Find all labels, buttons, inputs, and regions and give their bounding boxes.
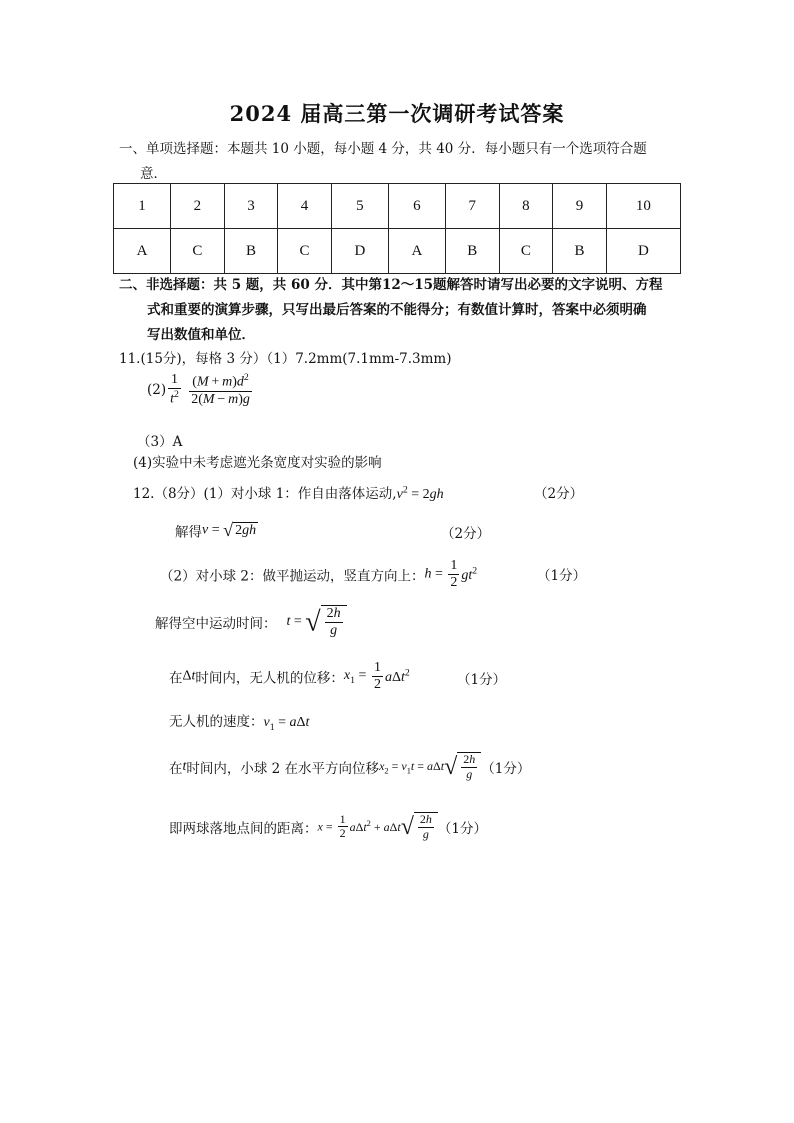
q12-line4: 解得空中运动时间： t = √ $\frac{2h}{g}$	[155, 605, 347, 639]
q12-line7: 在t时间内，小球 2 在水平方向位移$x_2 = v_1t = a\Delta t√$ $\frac{2h}{g}$ （1分）	[169, 752, 531, 781]
formula: $v^2 = 2gh$	[396, 484, 444, 502]
q11-part3: （3）A	[137, 434, 183, 450]
section2-heading-cont2: 写出数值和单位．	[147, 327, 255, 343]
q12-line4-text: 解得空中运动时间：	[155, 616, 277, 633]
q12-line6	[169, 710, 309, 733]
table-cell: B	[445, 229, 499, 274]
q11-part2-label: (2)	[147, 381, 167, 398]
formula-sqrt: √ 2gh	[223, 520, 257, 540]
answer-row	[114, 229, 681, 274]
q12-line5-text-a: 在	[169, 670, 183, 687]
q11-header: 11.(15分)，每格 3 分）（1）7.2mm(7.1mm-7.3mm)	[119, 351, 452, 367]
q12-line8: 即两球落地点间的距离：x = $\frac{1}{2}$ aΔt$^2$ + aΔt√ $\frac{2h}{g}$ （1分）	[169, 811, 487, 841]
q12-line2-text: 解得	[175, 524, 202, 541]
q11-part2	[147, 372, 254, 408]
score: （2分）	[441, 526, 491, 542]
table-cell: 3	[224, 184, 278, 229]
q12-line3-text: （2）对小球 2：做平抛运动，竖直方向上：	[160, 568, 425, 585]
q12-line1	[133, 482, 444, 503]
table-cell: D	[331, 229, 388, 274]
score: （1分）	[437, 820, 487, 837]
section1-heading: 一、单项选择题：本题共 10 小题，每小题 4 分，共 40 分．每小题只有一个选项符合题	[119, 141, 647, 157]
section2-heading-cont1: 式和重要的演算步骤，只写出最后答案的不能得分；有数值计算时，答案中必须明确	[147, 302, 647, 318]
table-cell: A	[388, 229, 445, 274]
table-cell: C	[278, 229, 332, 274]
formula-fraction: $\frac{1}{2}$	[373, 660, 381, 693]
table-cell: 6	[388, 184, 445, 229]
q12-line5: 在Δt时间内，无人机的位移：$x_1$ = $\frac{1}{2}$ aΔt$^2$	[169, 660, 410, 693]
table-cell: C	[171, 229, 225, 274]
score: （2分）	[534, 486, 584, 502]
page-title: 2024 届高三第一次调研考试答案	[229, 101, 565, 126]
table-cell: 10	[606, 184, 680, 229]
table-cell: C	[499, 229, 553, 274]
formula-sqrt: √ $\frac{2h}{g}$	[401, 812, 438, 842]
answer-table	[113, 183, 681, 274]
formula-fraction: $\frac{1}{2}$	[450, 558, 458, 591]
q12-line3: （2）对小球 2：做平抛运动，竖直方向上：h = $\frac{1}{2}$ $gt^2$	[160, 558, 478, 591]
table-cell: 7	[445, 184, 499, 229]
table-cell: 8	[499, 184, 553, 229]
q12-line7-text-b: 时间内，小球 2 在水平方向位移	[186, 760, 380, 777]
table-cell: B	[553, 229, 607, 274]
table-cell: 1	[114, 184, 171, 229]
q12-line1-text: 12.（8分）(1）对小球 1：作自由落体运动,	[133, 486, 397, 502]
q12-line7-text-a: 在	[169, 760, 183, 777]
score: （1分）	[537, 568, 587, 584]
formula-fraction: $\frac{1}{t^2}$	[170, 372, 179, 407]
formula-fraction: $\frac{(M + m)d^2}{2(M - m)g}$	[191, 372, 250, 407]
table-cell: B	[224, 229, 278, 274]
table-cell: D	[606, 229, 680, 274]
question-number-row	[114, 184, 681, 229]
section2-heading: 二、非选择题：共 5 题，共 60 分．其中第12～15题解答时请写出必要的文字说明、方程	[119, 277, 663, 293]
score: （1分）	[481, 760, 531, 777]
section1-heading-cont: 意．	[140, 166, 167, 182]
score: （1分）	[457, 672, 507, 688]
q12-line2: 解得v = √ 2gh	[175, 520, 257, 541]
formula-sqrt: √ $\frac{2h}{g}$	[444, 752, 481, 782]
table-cell: A	[114, 229, 171, 274]
table-cell: 5	[331, 184, 388, 229]
formula-sqrt: √ $\frac{2h}{g}$	[305, 605, 346, 639]
formula-fraction: $\frac{1}{2}$	[339, 811, 346, 841]
formula: $v_1 = a\Delta t$	[263, 715, 310, 733]
q12-line6-text: 无人机的速度：	[169, 714, 264, 730]
q12-line5-text-b: 时间内，无人机的位移：	[195, 670, 344, 687]
table-cell: 2	[171, 184, 225, 229]
q12-line8-text: 即两球落地点间的距离：	[169, 820, 318, 837]
table-cell: 4	[278, 184, 332, 229]
table-cell: 9	[553, 184, 607, 229]
q11-part4: (4)实验中未考虑遮光条宽度对实验的影响	[133, 455, 382, 471]
